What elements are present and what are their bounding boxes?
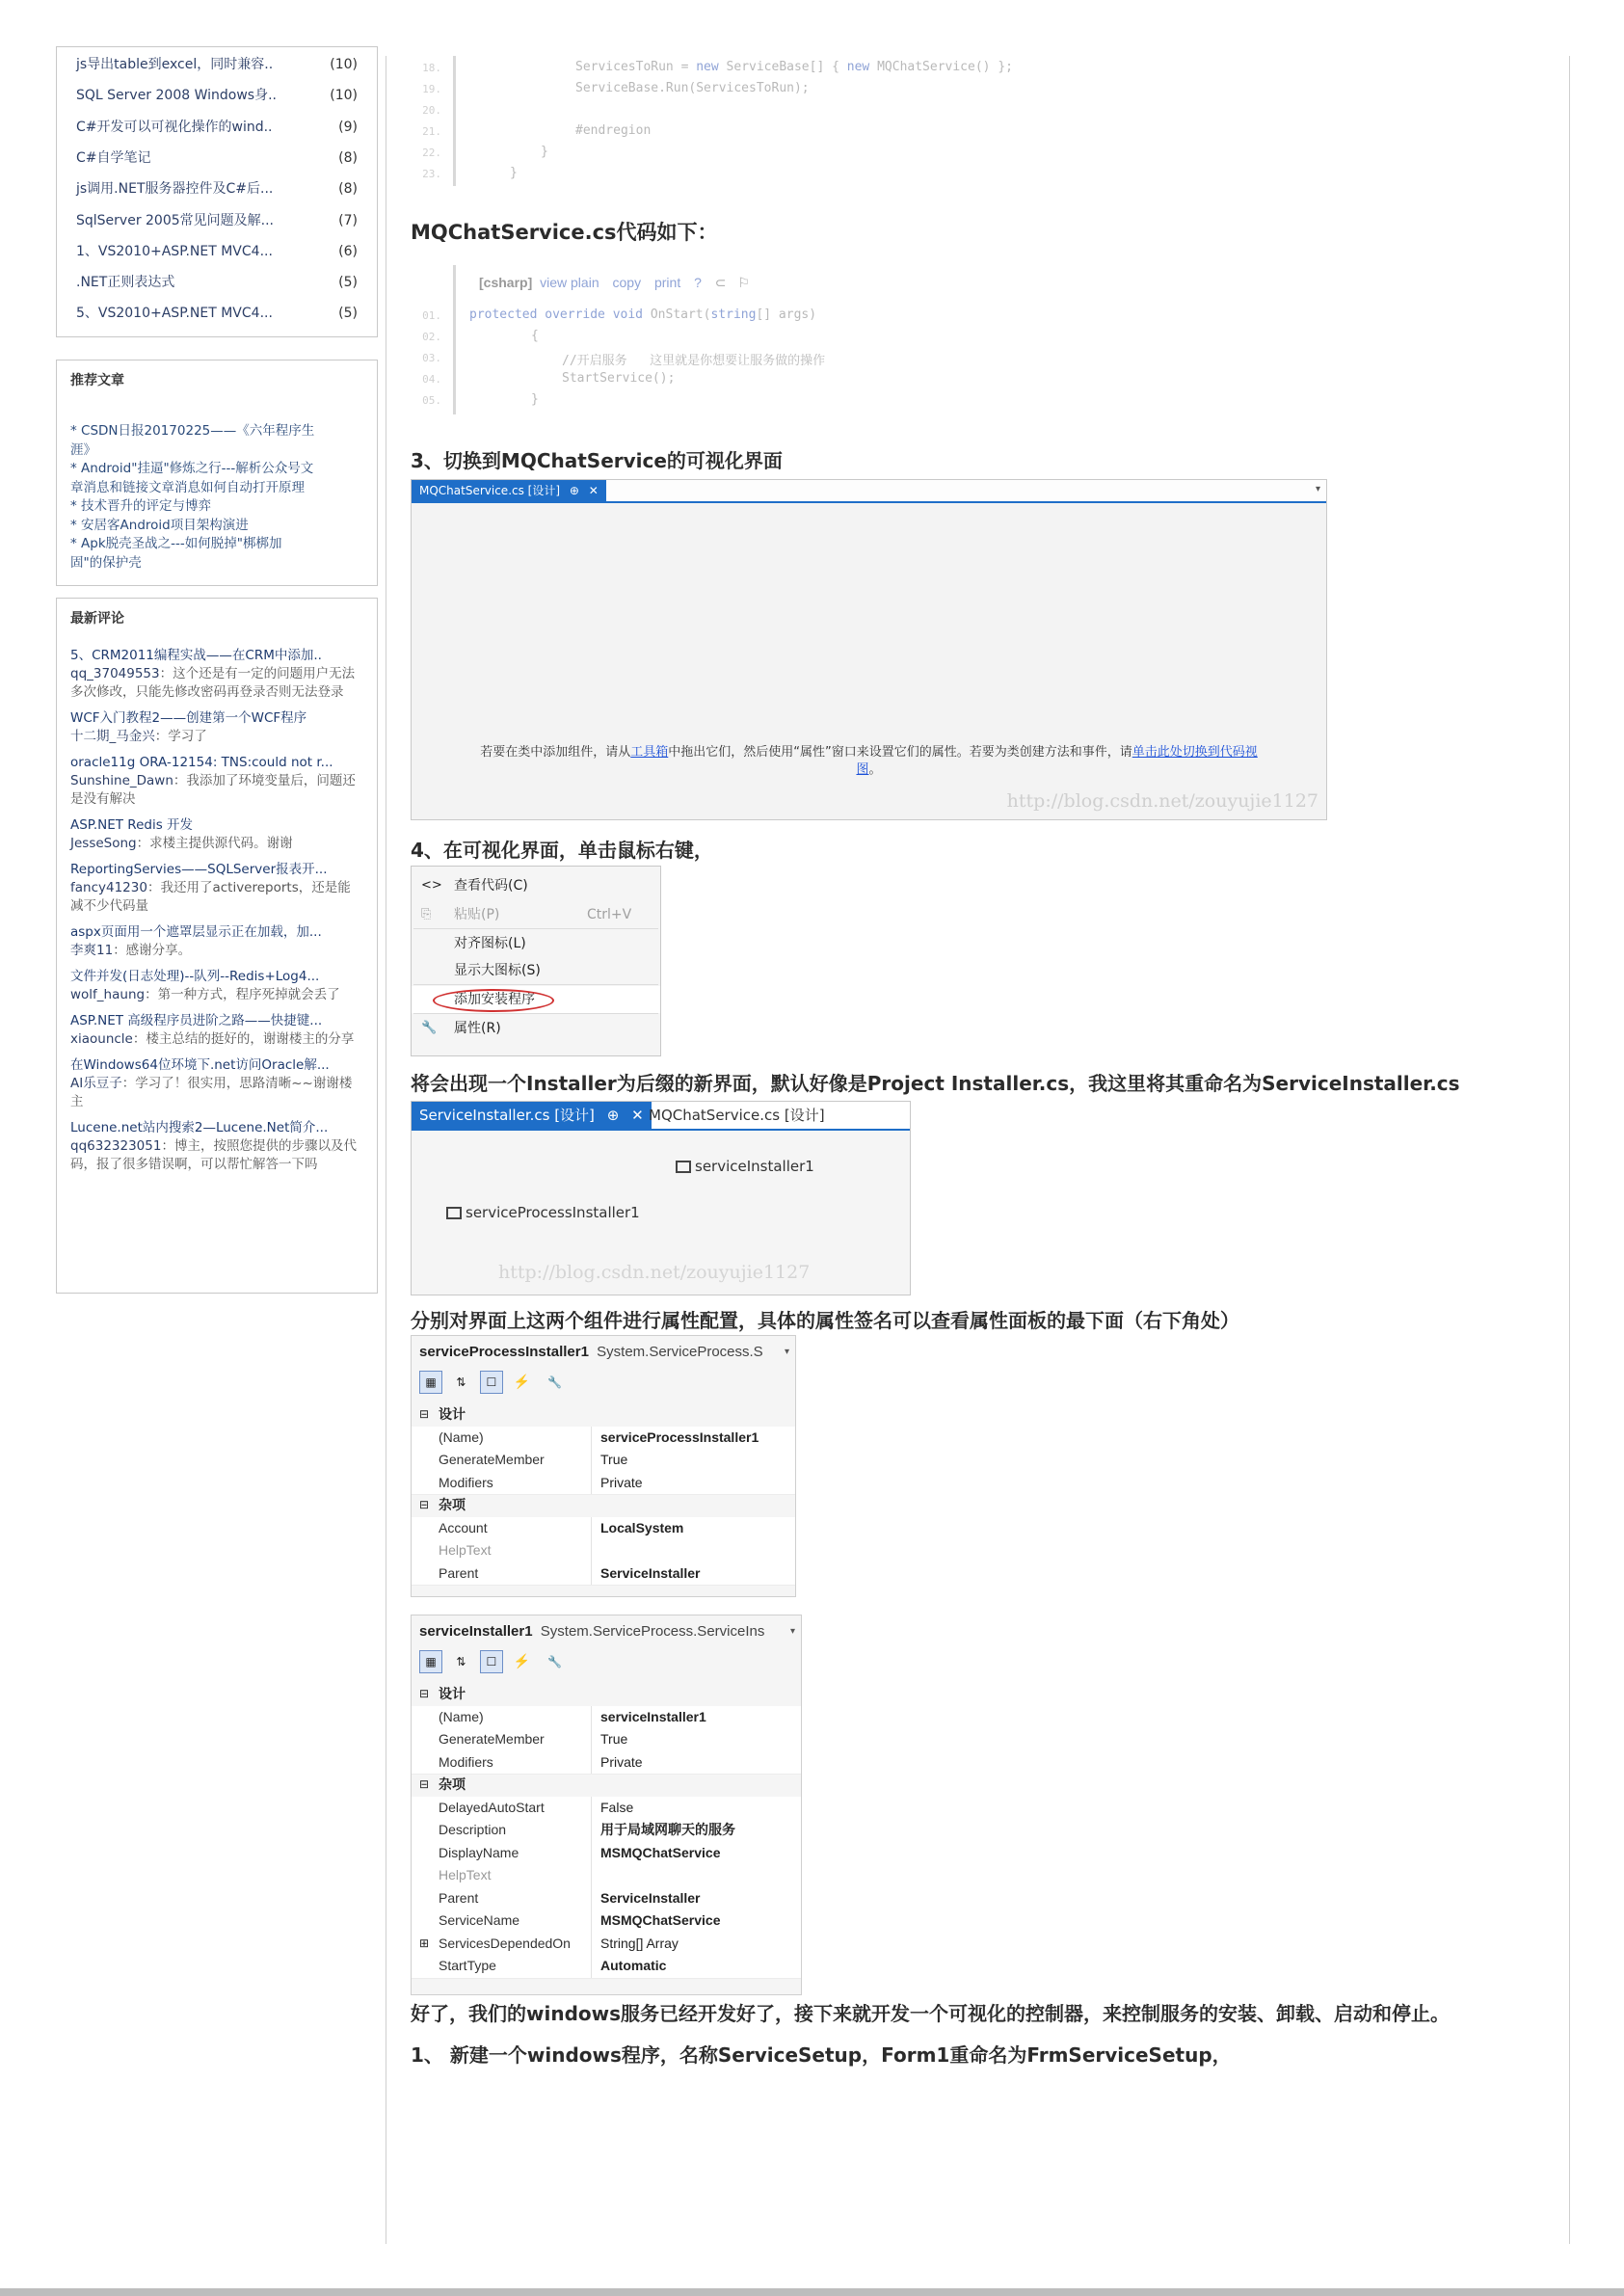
column-divider bbox=[591, 1797, 592, 1820]
menu-item[interactable] bbox=[412, 901, 660, 928]
heading-mqchat-code: MQChatService.cs代码如下： bbox=[411, 221, 718, 244]
comment-text: ：学习了 bbox=[154, 729, 207, 744]
collapse-icon[interactable]: ⊟ bbox=[419, 1498, 430, 1511]
watermark: http://blog.csdn.net/zouyujie1127 bbox=[498, 1262, 811, 1283]
comment-body bbox=[70, 835, 363, 853]
code-line: ServiceBase.Run(ServicesToRun); bbox=[575, 81, 810, 95]
property-value[interactable]: serviceInstaller1 bbox=[600, 1708, 706, 1724]
para-installer: 将会出现一个Installer为后缀的新界面，默认好像是Project Installer.cs，我这里将其重命名为ServiceInstaller.cs bbox=[411, 1072, 1460, 1095]
property-name: Parent bbox=[439, 1564, 479, 1581]
pin-icon[interactable]: ⊕ bbox=[569, 484, 579, 497]
category-title[interactable]: 5、VS2010+ASP.NET MVC4... bbox=[76, 306, 273, 322]
comment-item bbox=[70, 968, 363, 1004]
comment-item bbox=[70, 923, 363, 960]
property-pages-icon[interactable]: 🔧 bbox=[547, 1375, 563, 1389]
code-keyword: new bbox=[696, 60, 719, 74]
menu-item[interactable] bbox=[412, 872, 660, 899]
categorized-icon[interactable]: ▦ bbox=[419, 1371, 442, 1394]
column-divider bbox=[591, 1706, 592, 1729]
property-row[interactable] bbox=[412, 1562, 795, 1587]
category-title[interactable]: C#开发可以可视化操作的wind.. bbox=[76, 119, 273, 135]
comment-text: ：我添加了环境变量后，问题还是没有解决 bbox=[70, 773, 356, 807]
category-title[interactable]: js导出table到excel，同时兼容.. bbox=[76, 57, 274, 72]
property-row[interactable] bbox=[412, 1909, 801, 1934]
code-line bbox=[575, 60, 1013, 74]
category-count: (7) bbox=[338, 212, 358, 228]
property-value[interactable]: Automatic bbox=[600, 1958, 667, 1973]
category-count: (8) bbox=[338, 181, 358, 198]
comment-article-link[interactable]: 文件并发(日志处理)--队列--Redis+Log4... bbox=[70, 969, 320, 984]
line-number: 22. bbox=[422, 147, 441, 159]
service-installer-component[interactable] bbox=[676, 1158, 814, 1175]
events-icon[interactable]: ⚡ bbox=[513, 1653, 531, 1669]
property-pages-icon[interactable]: 🔧 bbox=[547, 1655, 563, 1669]
property-value[interactable]: MSMQChatService bbox=[600, 1912, 721, 1928]
comment-article-link[interactable]: aspx页面用一个遮罩层显示正在加载，加... bbox=[70, 924, 322, 940]
object-type: System.ServiceProcess.S bbox=[597, 1344, 763, 1360]
heading-step4: 4、在可视化界面，单击鼠标右键， bbox=[411, 839, 713, 862]
help-link[interactable]: ? bbox=[694, 275, 702, 290]
code-line: //开启服务 这里就是你想要让服务做的操作 bbox=[562, 354, 826, 368]
menu-separator bbox=[413, 984, 658, 985]
code-toolbar bbox=[479, 275, 750, 291]
property-name: GenerateMember bbox=[439, 1452, 545, 1467]
comment-user[interactable]: JesseSong bbox=[70, 836, 137, 851]
category-title[interactable]: js调用.NET服务器控件及C#后... bbox=[76, 181, 274, 198]
category-count: (9) bbox=[338, 119, 358, 135]
column-divider bbox=[591, 1864, 592, 1887]
category-count: (5) bbox=[338, 306, 358, 322]
line-number: 04. bbox=[422, 373, 441, 386]
comment-user[interactable]: Sunshine_Dawn bbox=[70, 773, 173, 788]
comments-panel bbox=[56, 598, 378, 1294]
comment-text: ：学习了！很实用，思路清晰~~谢谢楼主 bbox=[70, 1076, 353, 1109]
recommend-link[interactable]: 涯》 bbox=[70, 441, 96, 458]
component-icon bbox=[676, 1161, 691, 1173]
menu-separator bbox=[413, 1013, 658, 1014]
menu-item[interactable] bbox=[412, 986, 660, 1013]
category-item[interactable] bbox=[76, 242, 358, 261]
category-label: 杂项 bbox=[439, 1776, 466, 1792]
properties-icon[interactable]: ☐ bbox=[480, 1371, 503, 1394]
category-count: (5) bbox=[338, 275, 358, 291]
property-toolbar bbox=[419, 1650, 566, 1675]
column-divider bbox=[591, 1842, 592, 1865]
property-value[interactable]: MSMQChatService bbox=[600, 1844, 721, 1860]
designer-view-mqchat bbox=[411, 479, 1327, 820]
comment-text: ：求楼主提供源代码。谢谢 bbox=[136, 836, 293, 851]
recommend-title: 推荐文章 bbox=[70, 373, 124, 388]
hint-text: 若要在类中添加组件，请从 bbox=[480, 745, 631, 760]
installer-tab-other[interactable]: MQChatService.cs [设计] bbox=[649, 1107, 825, 1124]
property-name: DelayedAutoStart bbox=[439, 1799, 545, 1815]
code-line: } bbox=[531, 392, 539, 407]
property-name: GenerateMember bbox=[439, 1731, 545, 1747]
service-process-installer-component[interactable] bbox=[446, 1204, 640, 1221]
alphabetical-icon[interactable]: ⇅ bbox=[456, 1655, 466, 1669]
property-value[interactable]: ServiceInstaller bbox=[600, 1564, 701, 1581]
comment-body bbox=[70, 665, 363, 702]
property-row[interactable] bbox=[412, 1427, 795, 1451]
column-divider bbox=[591, 1539, 592, 1562]
comment-item bbox=[70, 1119, 363, 1174]
column-divider bbox=[591, 1472, 592, 1495]
comment-article-link[interactable]: ASP.NET Redis 开发 bbox=[70, 817, 194, 833]
line-number: 18. bbox=[422, 62, 441, 74]
menu-item-label: 属性(R) bbox=[454, 1021, 501, 1036]
property-row[interactable] bbox=[412, 1472, 795, 1496]
comment-article-link[interactable]: 5、CRM2011编程实战——在CRM中添加.. bbox=[70, 648, 322, 663]
comment-body bbox=[70, 986, 363, 1004]
property-name: (Name) bbox=[439, 1708, 484, 1724]
line-number: 02. bbox=[422, 331, 441, 343]
property-value[interactable]: serviceProcessInstaller1 bbox=[600, 1428, 759, 1445]
expand-icon[interactable]: ⊞ bbox=[419, 1936, 430, 1950]
property-row[interactable] bbox=[412, 1864, 801, 1888]
property-toolbar bbox=[419, 1371, 566, 1396]
collapse-icon[interactable]: ⊟ bbox=[419, 1687, 430, 1700]
property-name: DisplayName bbox=[439, 1844, 519, 1860]
column-divider bbox=[591, 1449, 592, 1472]
comment-item bbox=[70, 647, 363, 702]
tab-label: ServiceInstaller.cs [设计] bbox=[419, 1107, 595, 1124]
close-icon[interactable]: ✕ bbox=[631, 1107, 644, 1124]
property-value[interactable]: ServiceInstaller bbox=[600, 1889, 701, 1906]
category-item[interactable] bbox=[76, 304, 358, 323]
comment-item bbox=[70, 709, 363, 746]
category-count: (10) bbox=[330, 57, 358, 72]
category-title[interactable]: SQL Server 2008 Windows身.. bbox=[76, 88, 277, 104]
column-divider bbox=[591, 1728, 592, 1751]
category-item[interactable] bbox=[76, 273, 358, 292]
category-list-panel bbox=[56, 46, 378, 337]
property-grid-service-installer bbox=[411, 1615, 802, 1995]
code-text: [] args) bbox=[756, 307, 817, 322]
component-label: serviceInstaller1 bbox=[695, 1158, 814, 1175]
category-count: (8) bbox=[338, 149, 358, 166]
properties-icon[interactable]: ☐ bbox=[480, 1650, 503, 1673]
menu-item-icon: 🔧 bbox=[421, 1021, 438, 1035]
category-item[interactable] bbox=[76, 86, 358, 105]
category-item[interactable] bbox=[76, 118, 358, 137]
para-step1: 1、 新建一个windows程序，名称ServiceSetup，Form1重命名为FrmServiceSetup， bbox=[411, 2043, 1232, 2067]
property-category[interactable] bbox=[412, 1494, 795, 1518]
comment-body bbox=[70, 879, 363, 916]
category-label: 设计 bbox=[439, 1686, 466, 1701]
property-name: Account bbox=[439, 1519, 488, 1535]
property-category[interactable] bbox=[412, 1403, 795, 1428]
property-row[interactable] bbox=[412, 1955, 801, 1979]
property-name: Parent bbox=[439, 1889, 479, 1906]
code-line bbox=[469, 307, 816, 322]
recommend-link[interactable]: 章消息和链接文章消息如何自动打开原理 bbox=[70, 479, 305, 495]
category-label: 杂项 bbox=[439, 1497, 466, 1512]
designer-hint bbox=[431, 744, 1307, 779]
comment-item bbox=[70, 1012, 363, 1049]
property-value[interactable]: String[] Array bbox=[600, 1935, 679, 1951]
property-name: (Name) bbox=[439, 1428, 484, 1445]
column-divider bbox=[591, 1562, 592, 1586]
menu-item[interactable] bbox=[412, 957, 660, 984]
property-name: ServicesDependedOn bbox=[439, 1935, 571, 1951]
recommend-list bbox=[70, 422, 363, 573]
column-divider bbox=[591, 1427, 592, 1450]
category-item[interactable] bbox=[76, 148, 358, 168]
menu-item-label: 对齐图标(L) bbox=[454, 936, 526, 951]
comment-item bbox=[70, 861, 363, 916]
property-row[interactable] bbox=[412, 1797, 801, 1821]
print-link[interactable]: print bbox=[653, 275, 681, 290]
para-config: 分别对界面上这两个组件进行属性配置，具体的属性签名可以查看属性面板的最下面（右下角处） bbox=[411, 1309, 1239, 1332]
code-block-main bbox=[422, 56, 1131, 186]
toolbox-link[interactable]: 工具箱 bbox=[630, 745, 669, 760]
comment-article-link[interactable]: 在Windows64位环境下.net访问Oracle解... bbox=[70, 1057, 330, 1073]
highlight-ellipse bbox=[433, 989, 554, 1012]
property-name: ServiceName bbox=[439, 1912, 520, 1928]
column-divider bbox=[591, 1933, 592, 1956]
line-number: 21. bbox=[422, 125, 441, 138]
comment-body bbox=[70, 772, 363, 809]
switch-to-code-link[interactable]: 单击此处切换到代码视 bbox=[1131, 745, 1258, 760]
comment-article-link[interactable]: ReportingServies——SQLServer报表开... bbox=[70, 862, 328, 877]
comment-user[interactable]: 十二期_马金兴 bbox=[70, 729, 155, 744]
property-category[interactable] bbox=[412, 1774, 801, 1798]
comment-body bbox=[70, 1075, 363, 1111]
hint-text: 中拖出它们，然后使用“属性”窗口来设置它们的属性。若要为类创建方法和事件，请 bbox=[668, 745, 1132, 760]
property-row[interactable] bbox=[412, 1842, 801, 1866]
fork-icon[interactable]: ⚐ bbox=[737, 275, 750, 290]
recommend-link[interactable]: 固"的保护壳 bbox=[70, 554, 142, 571]
code-lang-label: [csharp] bbox=[479, 275, 533, 290]
property-row[interactable] bbox=[412, 1887, 801, 1911]
line-number: 05. bbox=[422, 394, 441, 407]
menu-separator bbox=[413, 928, 658, 929]
comment-user[interactable]: AI乐豆子 bbox=[70, 1076, 122, 1091]
comment-text: ：这个还是有一定的问题用户无法多次修改，只能先修改密码再登录否则无法登录 bbox=[70, 666, 356, 700]
comment-item bbox=[70, 1056, 363, 1111]
category-item[interactable] bbox=[76, 55, 358, 74]
line-number: 01. bbox=[422, 309, 441, 322]
category-item[interactable] bbox=[76, 179, 358, 199]
property-value[interactable]: False bbox=[600, 1799, 634, 1815]
recommend-link[interactable]: * 技术晋升的评定与博弈 bbox=[70, 498, 212, 514]
category-count: (10) bbox=[330, 88, 358, 104]
comment-user[interactable]: qq_37049553 bbox=[70, 666, 160, 681]
property-name: Modifiers bbox=[439, 1753, 493, 1770]
collapse-icon[interactable]: ⊟ bbox=[419, 1777, 430, 1791]
category-title[interactable]: 1、VS2010+ASP.NET MVC4... bbox=[76, 243, 273, 259]
comment-body bbox=[70, 728, 363, 746]
property-row[interactable] bbox=[412, 1933, 801, 1957]
comment-body bbox=[70, 942, 363, 960]
component-icon bbox=[446, 1207, 462, 1219]
code-keyword: protected override void bbox=[469, 307, 644, 322]
menu-item[interactable] bbox=[412, 930, 660, 957]
comment-user[interactable]: fancy41230 bbox=[70, 880, 147, 895]
menu-item[interactable] bbox=[412, 1015, 660, 1042]
installer-tab-active[interactable] bbox=[412, 1102, 652, 1129]
code-keyword: new bbox=[846, 60, 870, 74]
object-selector[interactable] bbox=[419, 1619, 797, 1644]
property-category[interactable] bbox=[412, 1683, 801, 1707]
comment-user[interactable]: wolf_haung bbox=[70, 987, 146, 1002]
property-name: StartType bbox=[439, 1958, 496, 1973]
comment-body bbox=[70, 1030, 363, 1049]
category-count: (6) bbox=[338, 243, 358, 259]
column-divider bbox=[591, 1751, 592, 1775]
menu-item-label: 显示大图标(S) bbox=[454, 963, 541, 978]
property-value[interactable]: True bbox=[600, 1731, 628, 1747]
code-text: OnStart( bbox=[643, 307, 711, 322]
events-icon[interactable]: ⚡ bbox=[513, 1374, 531, 1389]
switch-to-code-link-cont[interactable]: 图 bbox=[856, 762, 869, 777]
recommend-link[interactable]: * CSDN日报20170225——《六年程序生 bbox=[70, 423, 315, 439]
code-line: { bbox=[531, 329, 539, 343]
comment-body bbox=[70, 1137, 363, 1174]
property-row[interactable] bbox=[412, 1819, 801, 1843]
comment-article-link[interactable]: oracle11g ORA-12154: TNS:could not r... bbox=[70, 755, 333, 770]
hint-text: 。 bbox=[868, 762, 882, 777]
column-divider bbox=[591, 1909, 592, 1933]
menu-item-label: 查看代码(C) bbox=[454, 878, 528, 894]
comment-user[interactable]: qq632323051 bbox=[70, 1138, 162, 1154]
collapse-icon[interactable]: ⊟ bbox=[419, 1407, 430, 1421]
comment-article-link[interactable]: Lucene.net站内搜索2—Lucene.Net简介... bbox=[70, 1120, 329, 1135]
property-value[interactable]: Private bbox=[600, 1753, 643, 1770]
comment-text: ：第一种方式，程序死掉就会丢了 bbox=[145, 987, 340, 1002]
object-type: System.ServiceProcess.ServiceIns bbox=[540, 1623, 765, 1640]
watermark: http://blog.csdn.net/zouyujie1127 bbox=[1006, 790, 1318, 812]
footer-rule bbox=[0, 2288, 1624, 2296]
recommend-link[interactable]: * Apk脱壳圣战之---如何脱掉"梆梆加 bbox=[70, 536, 282, 551]
menu-item-label: 粘贴(P) bbox=[454, 907, 500, 922]
comment-item bbox=[70, 816, 363, 853]
comment-user[interactable]: xiaouncle bbox=[70, 1031, 133, 1047]
designer-view-installer bbox=[411, 1101, 911, 1295]
property-value[interactable]: 用于局域网聊天的服务 bbox=[600, 1822, 735, 1837]
alphabetical-icon[interactable]: ⇅ bbox=[456, 1375, 466, 1389]
line-number: 03. bbox=[422, 352, 441, 364]
chevron-down-icon: ▾ bbox=[789, 1626, 795, 1637]
comment-text: ：感谢分享。 bbox=[113, 943, 192, 958]
property-row[interactable] bbox=[412, 1517, 795, 1541]
category-title[interactable]: .NET正则表达式 bbox=[76, 275, 175, 291]
comment-text: ：楼主总结的挺好的，谢谢楼主的分享 bbox=[132, 1031, 355, 1047]
object-name: serviceProcessInstaller1 bbox=[419, 1344, 589, 1360]
designer-tab-strip bbox=[412, 480, 1326, 503]
heading-step3: 3、切换到MQChatService的可视化界面 bbox=[411, 449, 783, 472]
code-line: StartService(); bbox=[562, 371, 676, 386]
comment-article-link[interactable]: WCF入门教程2——创建第一个WCF程序 bbox=[70, 710, 307, 726]
code-keyword: string bbox=[710, 307, 757, 322]
chevron-down-icon: ▾ bbox=[784, 1347, 789, 1357]
component-label: serviceProcessInstaller1 bbox=[466, 1204, 640, 1221]
property-row[interactable] bbox=[412, 1751, 801, 1775]
comment-text: ：我还用了activereports，还是能减不少代码量 bbox=[70, 880, 351, 914]
comment-text: ：博主，按照您提供的步骤以及代码，报了很多错误啊，可以帮忙解答一下吗 bbox=[70, 1138, 357, 1172]
view-plain-link[interactable]: view plain bbox=[540, 275, 599, 290]
menu-item-icon: ⎘ bbox=[421, 907, 432, 921]
category-item[interactable] bbox=[76, 211, 358, 230]
property-name: Description bbox=[439, 1822, 507, 1837]
tab-label: MQChatService.cs [设计] bbox=[419, 484, 561, 497]
categorized-icon[interactable]: ▦ bbox=[419, 1650, 442, 1673]
comment-user[interactable]: 李爽11 bbox=[70, 943, 114, 958]
comment-item bbox=[70, 754, 363, 809]
object-selector[interactable] bbox=[419, 1340, 791, 1365]
object-name: serviceInstaller1 bbox=[419, 1623, 533, 1640]
line-number: 20. bbox=[422, 104, 441, 117]
line-number: 19. bbox=[422, 83, 441, 95]
close-icon[interactable]: ✕ bbox=[588, 484, 599, 497]
content-divider-right bbox=[1569, 56, 1570, 2244]
recommend-link[interactable]: * Android"挂逼"修炼之行---解析公众号文 bbox=[70, 461, 314, 476]
property-row[interactable] bbox=[412, 1706, 801, 1730]
embed-icon[interactable]: ⊂ bbox=[714, 275, 727, 290]
recommend-link[interactable]: * 安居客Android项目架构演进 bbox=[70, 517, 249, 533]
category-title[interactable]: C#自学笔记 bbox=[76, 149, 151, 166]
line-number: 23. bbox=[422, 168, 441, 180]
recommend-panel bbox=[56, 360, 378, 586]
comment-article-link[interactable]: ASP.NET 高级程序员进阶之路——快捷键... bbox=[70, 1013, 323, 1028]
pin-icon[interactable]: ⊕ bbox=[606, 1107, 620, 1124]
comment-list bbox=[70, 647, 363, 1174]
property-name: HelpText bbox=[439, 1542, 492, 1558]
column-divider bbox=[591, 1819, 592, 1842]
copy-link[interactable]: copy bbox=[612, 275, 642, 290]
context-menu bbox=[411, 866, 661, 1056]
code-line: } bbox=[541, 145, 548, 159]
installer-tab-strip bbox=[412, 1102, 910, 1131]
property-value[interactable]: LocalSystem bbox=[600, 1519, 684, 1535]
column-divider bbox=[591, 1887, 592, 1910]
tab-dropdown-icon[interactable]: ▾ bbox=[1315, 484, 1320, 494]
category-title[interactable]: SqlServer 2005常见问题及解... bbox=[76, 212, 275, 228]
para-done: 好了，我们的windows服务已经开发好了，接下来就开发一个可视化的控制器，来控制服务的安装、卸载、启动和停止。 bbox=[411, 2002, 1451, 2025]
property-value[interactable]: True bbox=[600, 1452, 628, 1467]
comments-title: 最新评论 bbox=[70, 611, 124, 627]
menu-item-icon: <> bbox=[421, 878, 442, 893]
code-line: } bbox=[510, 166, 518, 180]
designer-tab-active[interactable] bbox=[412, 480, 606, 501]
code-text: ServiceBase[] { bbox=[718, 60, 847, 74]
property-value[interactable]: Private bbox=[600, 1474, 643, 1490]
menu-item-label: 添加安装程序 bbox=[454, 992, 535, 1007]
property-name: HelpText bbox=[439, 1867, 492, 1882]
property-grid-process-installer bbox=[411, 1335, 796, 1597]
property-row[interactable] bbox=[412, 1728, 801, 1752]
code-text: ServicesToRun = bbox=[575, 60, 697, 74]
code-block-onstart bbox=[422, 265, 1131, 414]
property-name: Modifiers bbox=[439, 1474, 493, 1490]
column-divider bbox=[591, 1955, 592, 1978]
property-row[interactable] bbox=[412, 1449, 795, 1473]
property-row[interactable] bbox=[412, 1539, 795, 1563]
category-label: 设计 bbox=[439, 1406, 466, 1422]
column-divider bbox=[591, 1517, 592, 1540]
code-line: #endregion bbox=[575, 123, 652, 138]
menu-item-shortcut: Ctrl+V bbox=[587, 907, 632, 922]
code-text: MQChatService() }; bbox=[869, 60, 1013, 74]
